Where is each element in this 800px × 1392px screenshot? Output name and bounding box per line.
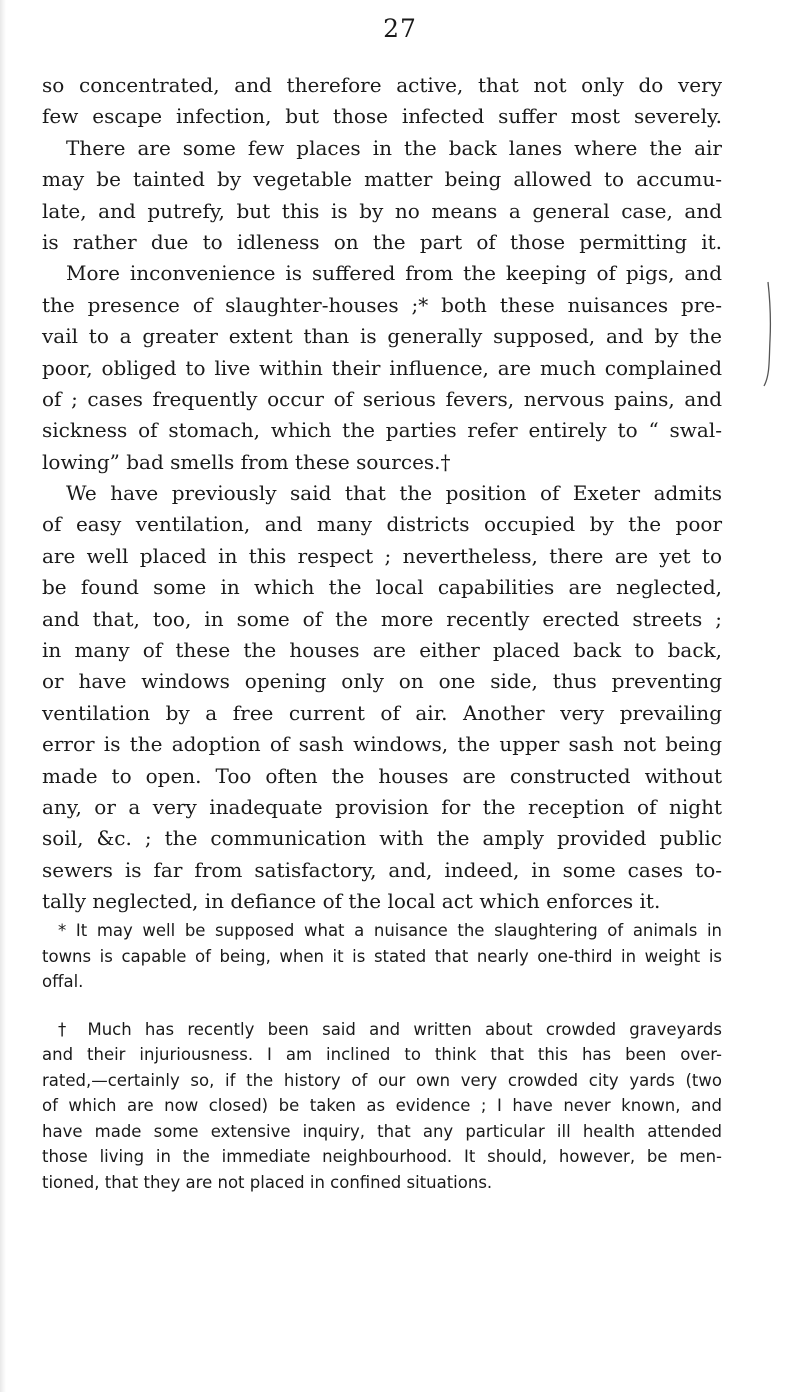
body-line: are well placed in this respect ; nevertheless, there are yet to — [42, 543, 722, 568]
footnote-line: and their injuriousness. I am inclined to think that this has been over- — [42, 1045, 722, 1064]
footnote-line: † Much has recently been said and written about crowded graveyards — [58, 1019, 722, 1039]
body-line: ventilation by a free current of air. Another very prevailing — [42, 700, 722, 725]
body-line: We have previously said that the position of Exeter admits — [66, 481, 722, 506]
body-line: so concentrated, and therefore active, that not only do very — [42, 73, 722, 97]
footnote-line: have made some extensive inquiry, that any particular ill health attended — [42, 1121, 722, 1141]
body-line: the presence of slaughter-houses ;* both these nuisances pre- — [42, 292, 722, 317]
body-line: and that, too, in some of the more recently erected streets ; — [42, 606, 722, 631]
body-text — [42, 70, 722, 918]
body-line: any, or a very inadequate provision for the reception of night — [42, 794, 722, 819]
body-line: More inconvenience is suffered from the keeping of pigs, and — [66, 261, 722, 286]
page-number: 27 — [383, 14, 417, 43]
body-line: vail to a greater extent than is generally supposed, and by the — [42, 324, 722, 349]
page-edge-shadow — [0, 0, 6, 1392]
body-line: late, and putrefy, but this is by no means a general case, and — [42, 198, 722, 223]
body-line: may be tainted by vegetable matter being allowed to accumu- — [42, 167, 722, 192]
footnote-line: rated,—certainly so, if the history of our own very crowded city yards (two — [42, 1070, 722, 1090]
body-line: of easy ventilation, and many districts occupied by the poor — [42, 512, 722, 537]
footnote-line: offal. — [42, 972, 84, 991]
body-line: or have windows opening only on one side, thus preventing — [42, 669, 722, 694]
body-line: of ; cases frequently occur of serious fevers, nervous pains, and — [42, 386, 722, 411]
footnote-line: those living in the immediate neighbourhood. It should, however, be men- — [42, 1147, 722, 1166]
body-line: lowing” bad smells from these sources.† — [42, 449, 451, 474]
footnote-line: * It may well be supposed what a nuisance the slaughtering of animals in — [58, 921, 722, 940]
body-line: sickness of stomach, which the parties refer entirely to “ swal- — [42, 418, 722, 443]
body-line: is rather due to idleness on the part of those permitting it. — [42, 229, 722, 254]
body-line: in many of these the houses are either placed back to back, — [42, 638, 722, 663]
body-line: poor, obliged to live within their influence, are much complained — [42, 355, 722, 380]
footnote-gap — [42, 995, 722, 1017]
footnote-line: of which are now closed) be taken as evidence ; I have never known, and — [42, 1096, 722, 1115]
margin-pencil-mark — [762, 280, 772, 390]
body-line: few escape infection, but those infected suffer most severely. — [42, 104, 722, 129]
body-line: sewers is far from satisfactory, and, indeed, in some cases to- — [42, 857, 722, 882]
body-line: tally neglected, in defiance of the local act which enforces it. — [42, 889, 661, 914]
footnote-line: towns is capable of being, when it is stated that nearly one-third in weight is — [42, 946, 722, 966]
footnotes — [42, 918, 722, 1195]
footnote-line: tioned, that they are not placed in confined situations. — [42, 1172, 493, 1192]
body-line: error is the adoption of sash windows, the upper sash not being — [42, 732, 722, 757]
body-line: made to open. Too often the houses are constructed without — [42, 763, 722, 788]
body-line: be found some in which the local capabilities are neglected, — [42, 575, 722, 600]
body-line: soil, &c. ; the communication with the amply provided public — [42, 826, 722, 851]
body-line: There are some few places in the back lanes where the air — [66, 135, 722, 160]
